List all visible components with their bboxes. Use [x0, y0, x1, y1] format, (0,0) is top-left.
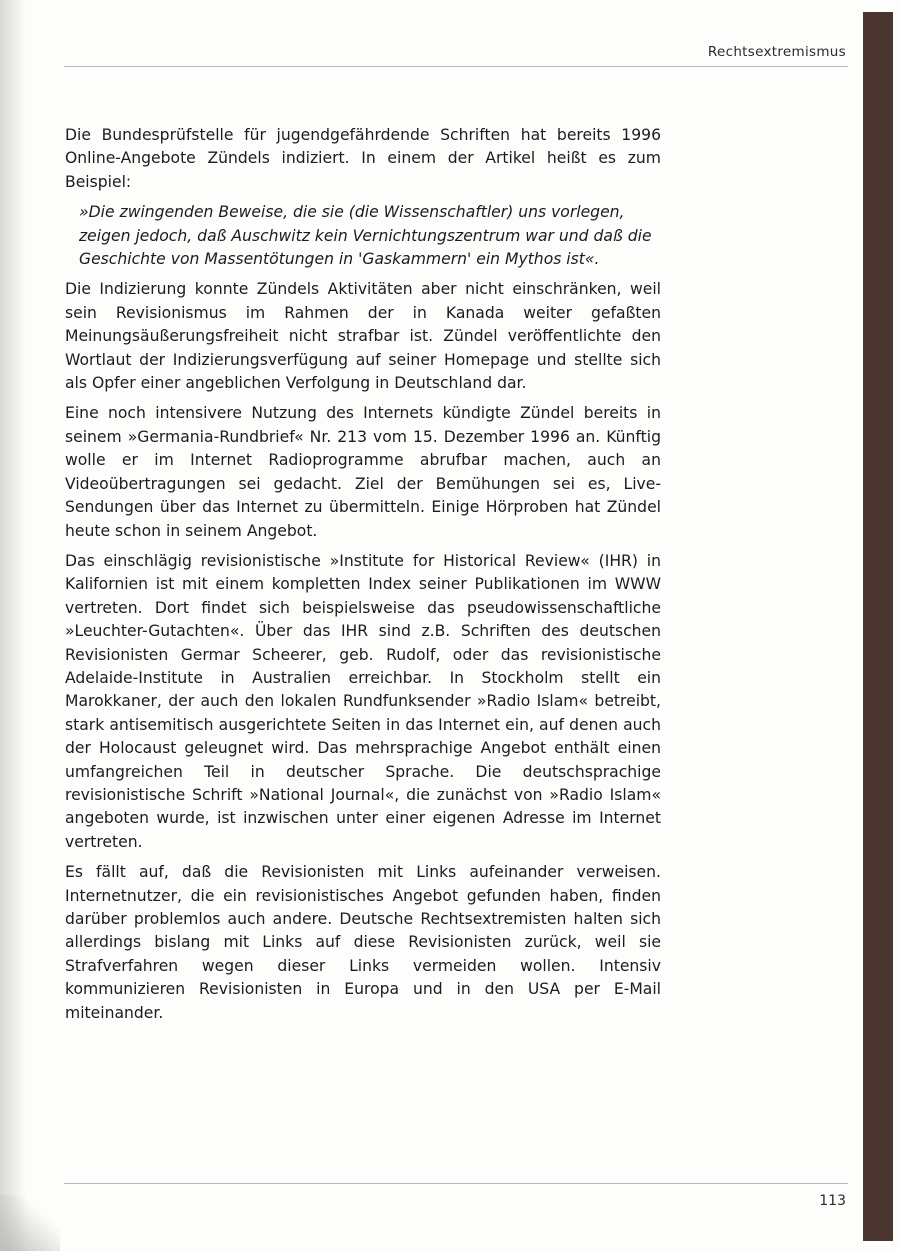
header-rule: [64, 66, 848, 67]
paragraph: Eine noch intensivere Nutzung des Internets kündigte Zündel bereits in seinem »Germania-Rundbrief« Nr. 213 vom 15. Dezember 1996 an. Künftig wolle er im Internet Radioprogramme abrufbar machen, auch an Videoübertragungen sei gedacht. Ziel der Bemühungen sei es, Live-Sendungen über das Internet zu übermitteln. Einige Hörproben hat Zündel heute schon in seinem Angebot.: [65, 404, 661, 540]
chapter-thumb-tab: [863, 12, 893, 1241]
running-head: Rechtsextremismus: [707, 44, 846, 60]
paragraph: Es fällt auf, daß die Revisionisten mit Links aufeinander verweisen. Internetnutzer, die ein revisionistisches Angebot gefunden haben, finden darüber problemlos auch andere. Deutsche Rechtsextremisten halten sich allerdings bislang mit Links auf diese Revisionisten zurück, weil sie Strafverfahren wegen dieser Links vermeiden wollen. Intensiv kommunizieren Revisionisten in Europa und in den USA per E-Mail miteinander.: [65, 863, 661, 1022]
footer-rule: [64, 1183, 848, 1184]
page-edge-shadow: [0, 0, 26, 1251]
page-number: 113: [819, 1193, 846, 1209]
block-quote: »Die zwingenden Beweise, die sie (die Wissenschaftler) uns vorlegen, zeigen jedoch, daß Auschwitz kein Vernichtungszentrum war und daß die Geschichte von Massentötungen in 'Gaskammern' ein Mythos ist«.: [79, 203, 652, 269]
page-corner-shadow: [0, 1195, 60, 1251]
paragraph: Die Bundesprüfstelle für jugendgefährdende Schriften hat bereits 1996 Online-Angebote Zündels indiziert. In einem der Artikel heißt es zum Beispiel:: [65, 126, 661, 191]
paragraph: Die Indizierung konnte Zündels Aktivitäten aber nicht einschränken, weil sein Revisionismus im Rahmen der in Kanada weiter gefaßten Meinungsäußerungsfreiheit nicht strafbar ist. Zündel veröffentlichte den Wortlaut der Indizierungsverfügung auf seiner Homepage und stellte sich als Opfer einer angeblichen Verfolgung in Deutschland dar.: [65, 280, 661, 393]
paragraph: Das einschlägig revisionistische »Institute for Historical Review« (IHR) in Kalifornien ist mit einem kompletten Index seiner Publikationen im WWW vertreten. Dort findet sich beispielsweise das pseudowissenschaftliche »Leuchter-Gutachten«. Über das IHR sind z.B. Schriften des deutschen Revisionisten Germar Scheerer, geb. Rudolf, oder das revisionistische Adelaide-Institute in Australien erreichbar. In Stockholm stellt ein Marokkaner, der auch den lokalen Rundfunksender »Radio Islam« betreibt, stark antisemitisch ausgerichtete Seiten in das Internet ein, auf denen auch der Holocaust geleugnet wird. Das mehrsprachige Angebot enthält einen umfangreichen Teil in deutscher Sprache. Die deutschsprachige revisionistische Schrift »National Journal«, die zunächst von »Radio Islam« angeboten wurde, ist inzwischen unter einer eigenen Adresse im Internet vertreten.: [65, 551, 661, 851]
body-text: [65, 124, 661, 1025]
